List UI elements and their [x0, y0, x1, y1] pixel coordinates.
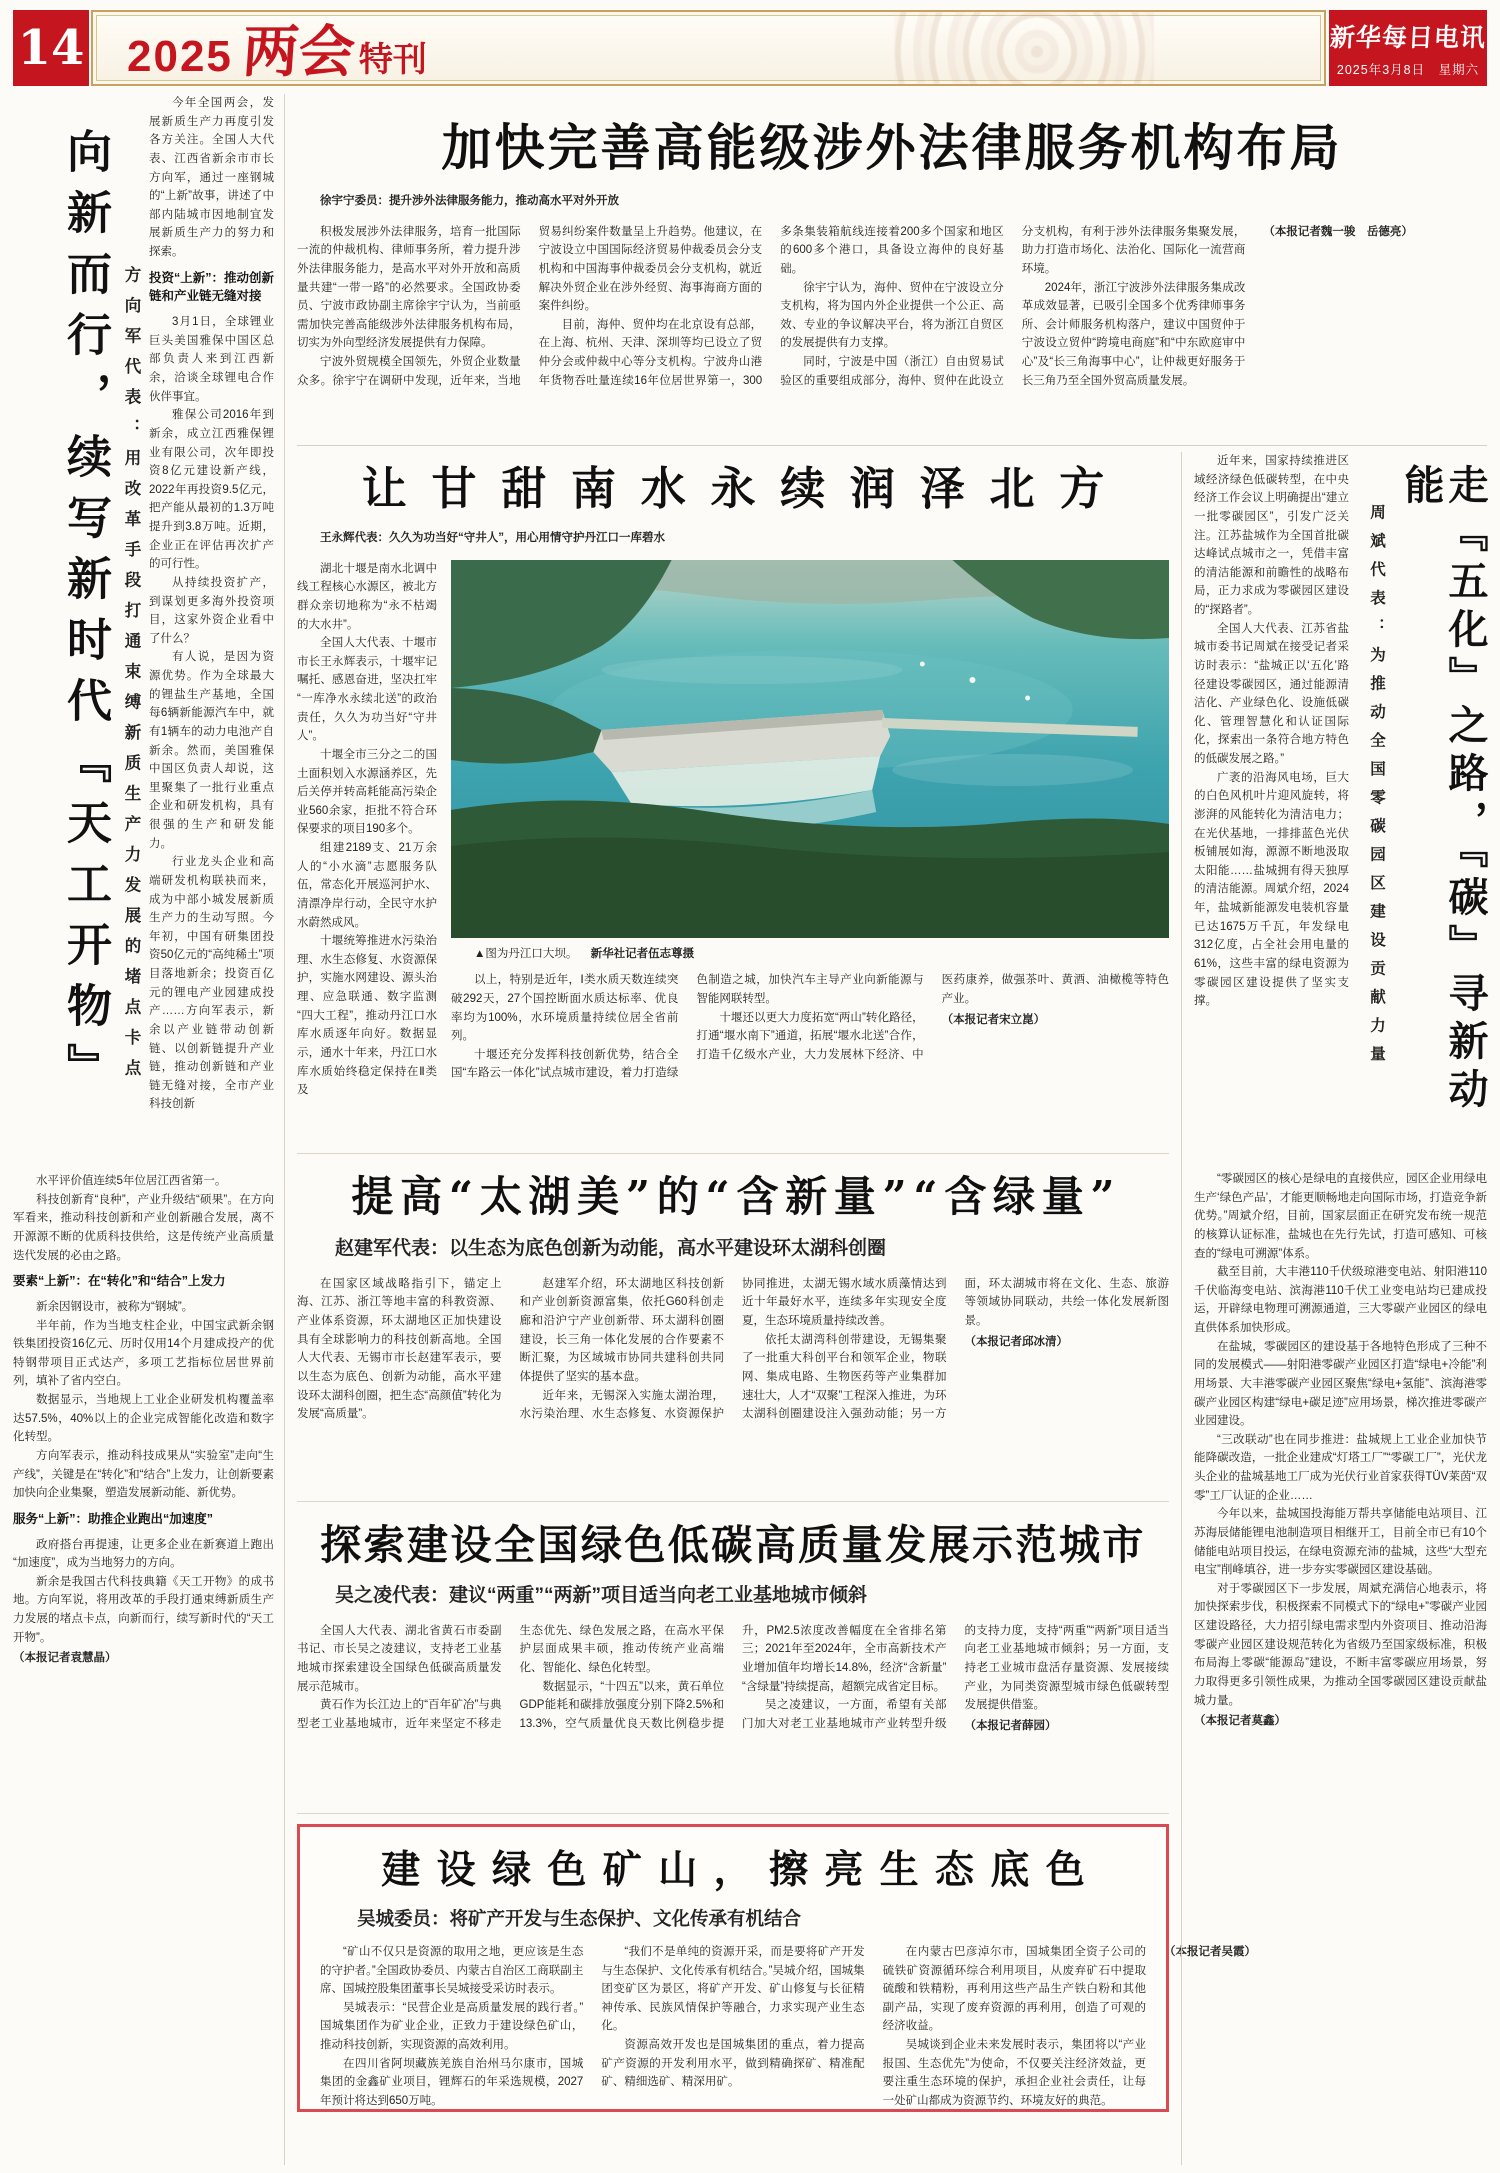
paragraph: 水平评价值连续5年位居江西省第一。	[36, 1175, 227, 1187]
danjiangkou-dam-photo	[451, 560, 1169, 938]
paragraph: 数据显示，“十四五”以来，黄石单位GDP能耗和碳排放强度分别下降2.5%和13.3%，空气质量优良天数比例稳步提升，PM2.5浓度改善幅度在全省排名第三；2021年至2024年，全市高新技术产业增加值年均增长14.8%，经济“含新量”“含绿量”持续提高，超额完成省定目标。	[519, 1624, 947, 1730]
paragraph: 十堰全市三分之二的国土面积划入水源涵养区，先后关停并转高耗能高污染企业560余家，拒批不符合环保要求的项目190多个。	[297, 748, 437, 836]
paragraph: 十堰还以更大力度拓宽“两山”转化路径，打通“堰水南下”通道，拓展“堰水北送”合作，打造千亿级水产业，大力发展林下经济、中医药康养，做强茶叶、黄酒、油橄榄等特色产业。	[696, 974, 1169, 1061]
paragraph: 赵建军介绍，环太湖地区科技创新和产业创新资源富集，依托G60科创走廊和沿沪宁产业创新带、环太湖科创圈建设，长三角一体化发展的合作要素不断汇聚，为区域城市协同共建科创共同体提供了坚实的基本盘。	[519, 1277, 724, 1383]
paragraph: 全国人大代表、江苏省盐城市委书记周斌在接受记者采访时表示：“盐城正以‘五化’路径建设零碳园区，通过能源清洁化、产业绿色化、设施低碳化、管理智慧化和认证国际化，探索出一条符合地方特色的低碳发展之路。”	[1194, 622, 1349, 765]
paragraph: 从持续投资扩产，到谋划更多海外投资项目，这家外资企业看中了什么？	[149, 576, 274, 645]
middle-wrap	[297, 452, 1487, 2165]
legal-body-columns	[297, 223, 1487, 431]
paragraph: 数据显示，当地规上工业企业研发机构覆盖率达57.5%，40%以上的企业完成智能化改造和数字化转型。	[13, 1394, 274, 1444]
paragraph: “三改联动”也在同步推进：盐城规上工业企业加快节能降碳改造，一批企业建成“灯塔工厂”“零碳工厂”，光伏龙头企业的盐城基地工厂成为光伏行业首家获得TÜV莱茵“双零”工厂认证的企业……	[1194, 1433, 1487, 1502]
mine-body-columns	[320, 1943, 1256, 2111]
yancheng-vertical-subtitle: 周斌代表：为推动全国零碳园区建设贡献力量	[1368, 504, 1385, 1074]
xinyu-bottom-block	[13, 1172, 274, 2132]
yancheng-top-block	[1194, 452, 1487, 1158]
paragraph: 今年全国两会，发展新质生产力再度引发各方关注。全国人大代表、江西省新余市市长方向军，通过一座钢城的“上新”故事，讲述了中部内陆城市因地制宜发展新质生产力的努力和探索。	[149, 97, 274, 258]
paragraph: 雅保公司2016年到新余，成立江西雅保锂业有限公司，次年即投资8亿元建设新产线，2022年再投资9.5亿元，把产能从最初的1.3万吨提升到3.8万吨。近期，企业正在评估再次扩产的可行性。	[149, 409, 274, 571]
paragraph: 行业龙头企业和高端研发机构联袂而来，成为中部小城发展新质生产力的生动写照。今年初，中国有研集团投资50亿元的“高纯稀土”项目落地新余；投资百亿元的锂电产业园建成投产……方向军表示，新余以产业链带动创新链、以创新链提升产业链，推动创新链和产业链无缝对接，全市产业科技创新	[149, 856, 274, 1111]
paper-name: 新华每日电讯	[1329, 23, 1487, 52]
byline: （本报记者莫鑫）	[1194, 1715, 1286, 1728]
paragraph: 在盐城，零碳园区的建设基于各地特色形成了三种不同的发展模式——射阳港零碳产业园区打造“绿电+冷能”利用场景、大丰港零碳产业园区聚焦“绿电+氢能”、滨海港零碳产业园区构建“绿电+碳足迹”应用场景，梯次推进零碳产业园建设。	[1194, 1340, 1487, 1428]
byline: （本报记者吴霞）	[1163, 1945, 1256, 1958]
paragraph: “零碳园区的核心是绿电的直接供应，园区企业用绿电生产‘绿色产品’，才能更顺畅地走向国际市场，打造竞争新优势。”周斌介绍，目前，国家层面正在研究发布统一规范的核算认证标准，盐城也在先行先试，打造可感知、可核查的“绿电可溯源”体系。	[1194, 1173, 1487, 1260]
dam-photo-illustration	[451, 560, 1169, 938]
yancheng-narrow-column	[1194, 452, 1349, 1158]
paragraph: 黄石作为长江边上的“百年矿冶”与典型老工业基地城市，近年来坚定不移走生态优先、绿色发展之路，在高水平保护层面成果丰硕，推动传统产业高端化、智能化、绿色化转型。	[297, 1624, 724, 1730]
paragraph: 有人说，是因为资源优势。作为全球最大的锂盐生产基地，全国每6辆新能源汽车中，就有1辆车的动力电池产自新余。然而，美国雅保中国区负责人却说，这里聚集了一批行业重点企业和研发机构，具有很强的生产和研发能力。	[149, 651, 274, 850]
byline: （本报记者魏一骏 岳德亮）	[1263, 225, 1413, 238]
article-legal-services	[297, 94, 1487, 446]
photo-credit: 新华社记者伍志尊摄	[590, 947, 695, 960]
byline: （本报记者袁慧晶）	[13, 1652, 117, 1665]
masthead-banner	[91, 10, 1326, 86]
article-green-mine-box	[297, 1824, 1256, 2112]
paragraph: 组建2189支、21万余人的“小水滴”志愿服务队伍，常态化开展巡河护水、清漂净岸行动，全民守水护水蔚然成风。	[297, 842, 437, 929]
taihu-headline: 提高“太湖美”的“含新量”“含绿量”	[351, 1172, 1122, 1221]
paragraph: 对于零碳园区下一步发展，周斌充满信心地表示，将加快探索步伐，积极探索不同模式下的“绿电+”零碳产业园区建设路径，大力招引绿电需求型内外资项目、推动沿海零碳产业园区建设规范转化为省级乃至国家级标准，积极布局海上零碳“能源岛”建设，不断丰富零碳应用场景，努力取得更多引领性成果，为推动全国零碳园区建设贡献盐城力量。	[1194, 1582, 1487, 1707]
edition-suffix: 特刊	[358, 40, 427, 80]
section-heading: 投资“上新”：推动创新链和产业链无缝对接	[149, 270, 275, 304]
xinyu-top-block	[13, 94, 274, 1162]
paragraph: 吴之凌建议，一方面，希望有关部门加大对老工业基地城市产业转型升级的支持力度，支持“两重”“两新”项目适当向老工业基地城市倾斜；另一方面，支持老工业城市盘活存量资源、发展接续产业，为同类资源型城市绿色低碳转型发展提供借鉴。	[742, 1624, 1169, 1730]
paragraph: “我们不是单纯的资源开采，而是要将矿产开发与生态保护、文化传承有机结合。”吴城介绍，国城集团变矿区为景区，将矿产开发、矿山修复与长征精神传承、民族风情保护等融合，力求实现产业生态化。	[601, 1945, 865, 2033]
paragraph: 目前，海仲、贸仲均在北京设有总部，在上海、杭州、天津、深圳等均已设立了贸仲分会或仲裁中心等分支机构。宁波舟山港年货物吞吐量连续16年位居世界第一，300多条集装箱航线连接着200多个国家和地区的600多个港口，具备设立海仲的良好基础。	[538, 225, 1004, 387]
water-right-block	[451, 560, 1169, 1132]
paragraph: 在四川省阿坝藏族羌族自治州马尔康市，国城集团的金鑫矿业项目，锂辉石的年采选规模，2027年预计将达到650万吨。	[320, 2057, 584, 2107]
paragraph: 方向军表示，推动科技成果从“实验室”走向“生产线”，关键是在“转化”和“结合”上发力，让创新要素加快向企业集聚，塑造发展新动能、新优势。	[13, 1449, 274, 1500]
edition-year: 2025	[127, 32, 233, 81]
paragraph: “矿山不仅只是资源的取用之地，更应该是生态的守护者。”全国政协委员、内蒙古自治区工商联副主席、国城控股集团董事长吴城接受采访时表示。	[320, 1945, 584, 1996]
section-heading: 要素“上新”：在“转化”和“结合”上发力	[13, 1274, 226, 1289]
paragraph: 全国人大代表、湖北省黄石市委副书记、市长吴之凌建议，支持老工业基地城市探索建设全国绿色低碳高质量发展示范城市。	[297, 1624, 502, 1693]
page-content	[13, 94, 1487, 2165]
green-city-subtitle: 吴之凌代表：建议“两重”“两新”项目适当向老工业基地城市倾斜	[335, 1585, 868, 1606]
water-headline: 让甘甜南水永续润泽北方	[361, 462, 1129, 515]
paragraph: 同时，宁波是中国（浙江）自由贸易试验区的重要组成部分，海仲、贸仲在此设立分支机构，有利于涉外法律服务集聚发展，助力打造市场化、法治化、国际化一流营商环境。	[780, 225, 1246, 387]
byline: （本报记者宋立崑）	[941, 1013, 1046, 1026]
paragraph: 在国家区域战略指引下，锚定上海、江苏、浙江等地丰富的科教资源、产业体系资源，环太湖地区正加快建设具有全球影响力的科技创新高地。全国人大代表、无锡市市长赵建军表示，要以生态为底色、创新为动能，高水平建设环太湖科创圈，把生态“高颜值”转化为发展“高质量”。	[297, 1277, 502, 1421]
paragraph: 吴城谈到企业未来发展时表示，集团将以“产业报国、生态优先”为使命，不仅要关注经济效益，更要注重生态环境的保护，承担企业社会责任，让每一处矿山都成为资源节约、环境友好的典范。	[882, 2039, 1146, 2107]
paper-date: 2025年3月8日 星期六	[1336, 63, 1480, 77]
paragraph: 宁波外贸规模全国领先，外贸企业数量众多。徐宇宁在调研中发现，近年来，当地贸易纠纷案件数量呈上升趋势。他建议，在宁波设立中国国际经济贸易仲裁委员会分支机构和中国海事仲裁委员会分支机构，就近解决外贸企业在涉外经贸、海事海商方面的案件纠纷。	[297, 225, 763, 387]
edition-title	[127, 8, 427, 88]
masthead	[13, 10, 1487, 86]
xinyu-vertical-headline: 向新而行，续写新时代『天工开物』	[59, 128, 112, 1104]
water-subtitle: 王永辉代表：久久为功当好“守井人”，用心用情守护丹江口一库碧水	[320, 532, 665, 544]
paragraph: 十堰统筹推进水污染治理、水生态修复、水资源保护，实施水网建设、源头治理、应急联通、数字监测“四大工程”，推动丹江口水库水质逐年向好。数据显示，通水十年来，丹江口水库水质始终稳定保持在Ⅱ类及	[297, 935, 437, 1097]
paragraph: 积极发展涉外法律服务，培育一批国际一流的仲裁机构、律师事务所，着力提升涉外法律服务能力，是高水平对外开放和高质量共建“一带一路”的必然要求。全国政协委员、宁波市政协副主席徐宇宁认为，当前亟需加快完善高能级涉外法律服务机构布局，切实为外向型经济发展提供有力保障。	[297, 225, 521, 350]
photo-caption-text: ▲图为丹江口大坝。	[474, 947, 578, 960]
paragraph: 半年前，作为当地支柱企业，中国宝武新余钢铁集团投资16亿元、历时仅用14个月建成投产的优特钢带项目正式达产，多项工艺指标位居世界前列，填补了省内空白。	[13, 1319, 274, 1388]
article-taihu	[297, 1154, 1169, 1502]
paragraph: 湖北十堰是南水北调中线工程核心水源区，被北方群众亲切地称为“永不枯竭的大水井”。	[297, 562, 437, 631]
article-water	[297, 452, 1169, 1154]
taihu-subtitle: 赵建军代表：以生态为底色创新为动能，高水平建设环太湖科创圈	[335, 1238, 887, 1259]
paragraph: 新余因钢设市，被称为“钢城”。	[36, 1300, 194, 1313]
article-green-city	[297, 1502, 1169, 1814]
paragraph: 2024年，浙江宁波涉外法律服务集成改革成效显著，已吸引全国多个优秀律师事务所、会计师服务机构落户，建议中国贸仲于宁波设立贸仲“跨境电商庭”和“中东欧庭审中心”及“长三角海事中心”，让仲裁更好服务于长三角乃至全国外贸高质量发展。	[1021, 281, 1246, 387]
article-yancheng	[1181, 452, 1487, 2165]
paragraph: 在内蒙古巴彦淖尔市，国城集团全资子公司的硫铁矿资源循环综合利用项目，从废弃矿石中提取硫酸和铁精粉，再利用这些产品生产铁白粉和其他副产品，实现了废弃资源的再利用，创造了可观的经济收益。	[882, 1945, 1146, 2033]
yancheng-bottom-block	[1194, 1170, 1487, 2122]
taihu-body-columns	[297, 1275, 1169, 1491]
edition-brush-title: 两会	[240, 19, 357, 85]
paragraph: 近年来，无锡深入实施太湖治理，水污染治理、水生态修复、水资源保护协同推进，太湖无锡水域水质藻情达到近十年最好水平，连续多年实现安全度夏，生态环境质量持续改善。	[519, 1277, 947, 1421]
section-heading: 服务“上新”：助推企业跑出“加速度”	[13, 1511, 214, 1526]
green-city-headline: 探索建设全国绿色低碳高质量发展示范城市	[320, 1521, 1146, 1569]
paragraph: 今年以来，盐城国投海能万帮共享储能电站项目、江苏海辰储能锂电池制造项目相继开工，目前全市已有10个储能电站项目投运，在绿电资源充沛的盐城，这些“大型充电宝”削峰填谷，进一步夯实零碳园区建设基础。	[1194, 1508, 1487, 1577]
water-left-column	[297, 560, 437, 1128]
main-column	[285, 94, 1487, 2165]
rose-decoration	[894, 12, 1154, 84]
paragraph: 近年来，国家持续推进区域经济绿色低碳转型，在中央经济工作会议上明确提出“建立一批零碳园区”，引发广泛关注。江苏盐城作为全国首批碳达峰试点城市之一，凭借丰富的清洁能源和前瞻性的战略布局，正力求成为零碳园区建设的“探路者”。	[1194, 455, 1349, 616]
paragraph: 3月1日，全球锂业巨头美国雅保中国区总部负责人来到江西新余，洽谈全球锂电合作伙伴事宜。	[149, 316, 274, 403]
paragraph: 依托太湖湾科创带建设，无锡集聚了一批重大科创平台和领军企业，物联网、集成电路、生物医药等产业集群加速壮大，人才“双聚”工程深入推进，为环太湖科创圈建设注入强劲动能；另一方面，环太湖城市将在文化、生态、旅游等领域协同联动，共绘一体化发展新图景。	[742, 1277, 1169, 1421]
paragraph: 截至目前，大丰港110千伏级琼港变电站、射阳港110千伏临海变电站、滨海港110千伏工业变电站均已建成投运，开辟绿电物理可溯源通道，三大零碳产业园区的绿电直供体系加快形成。	[1194, 1266, 1487, 1334]
paragraph: 科技创新育“良种”，产业升级结“硕果”。在方向军看来，推动科技创新和产业创新融合发展，离不开源源不断的优质科技供给，这是传统产业高质量迭代发展的必由之路。	[13, 1193, 274, 1262]
byline: （本报记者邱冰清）	[964, 1335, 1068, 1348]
paragraph: 吴城表示：“民营企业是高质量发展的践行者。”国城集团作为矿业企业，正致力于建设绿色矿山，推动科技创新，实现资源的高效利用。	[320, 2001, 584, 2052]
paragraph: 十堰还充分发挥科技创新优势，结合全国“车路云一体化”试点城市建设，着力打造绿色制造之城，加快汽车主导产业向新能源与智能网联转型。	[451, 974, 924, 1080]
article-xinyu	[13, 94, 285, 2165]
xinyu-narrow-column	[143, 94, 274, 1162]
photo-caption	[451, 945, 1169, 964]
legal-subtitle: 徐宇宁委员：提升涉外法律服务能力，推动高水平对外开放	[320, 195, 619, 207]
paragraph: 全国人大代表、十堰市市长王永辉表示，十堰牢记嘱托、感恩奋进，坚决扛牢“一库净水永续北送”的政治责任，久久为功当好“守井人”。	[297, 637, 437, 743]
mine-headline: 建设绿色矿山，擦亮生态底色	[381, 1847, 1102, 1893]
paper-name-box	[1329, 10, 1487, 86]
green-city-body-columns	[297, 1622, 1169, 1806]
byline: （本报记者薛园）	[964, 1719, 1057, 1732]
paragraph: 政府搭台再提速，让更多企业在新赛道上跑出“加速度”，成为当地努力的方向。	[13, 1538, 274, 1570]
water-grid	[297, 560, 1169, 1132]
paragraph: 以上，特别是近年，Ⅰ类水质天数连续突破292天，27个国控断面水质达标率、优良率均为100%，水环境质量持续位居全省前列。	[451, 974, 679, 1043]
yancheng-vertical-headline: 走『五化』之路，『碳』寻新动能	[1398, 464, 1489, 1116]
paragraph: 徐宇宁认为，海仲、贸仲在宁波设立分支机构，将为国内外企业提供一个公正、高效、专业的争议解决平台，将为浙江自贸区的发展提供有力支撑。	[780, 281, 1004, 350]
page-number: 14	[13, 10, 89, 86]
mine-subtitle: 吴城委员：将矿产开发与生态保护、文化传承有机结合	[357, 1908, 802, 1929]
water-bottom-columns	[451, 971, 1169, 1131]
paragraph: 广袤的沿海风电场，巨大的白色风机叶片迎风旋转，将澎湃的风能转化为清洁电力；在光伏基地，一排排蓝色光伏板铺展如海，源源不断地汲取太阳能……盐城拥有得天独厚的清洁能源。周斌介绍，2024年，盐城新能源发电装机容量已达1675万千瓦，年发绿电312亿度，占全社会用电量的61%，这些丰富的绿电资源为零碳园区建设提供了坚实支撑。	[1194, 771, 1349, 1008]
xinyu-vertical-subtitle: 方向军代表：用改革手段打通束缚新质生产力发展的堵点卡点	[122, 266, 140, 1090]
paragraph: 资源高效开发也是国城集团的重点，着力提高矿产资源的开发利用水平，做到精确探矿、精准配矿、精细选矿、精深用矿。	[601, 2039, 865, 2089]
paragraph: 新余是我国古代科技典籍《天工开物》的成书地。方向军说，将用改革的手段打通束缚新质生产力发展的堵点卡点，向新而行，续写新时代的“天工开物”。	[13, 1575, 274, 1644]
legal-headline: 加快完善高能级涉外法律服务机构布局	[441, 118, 1343, 177]
